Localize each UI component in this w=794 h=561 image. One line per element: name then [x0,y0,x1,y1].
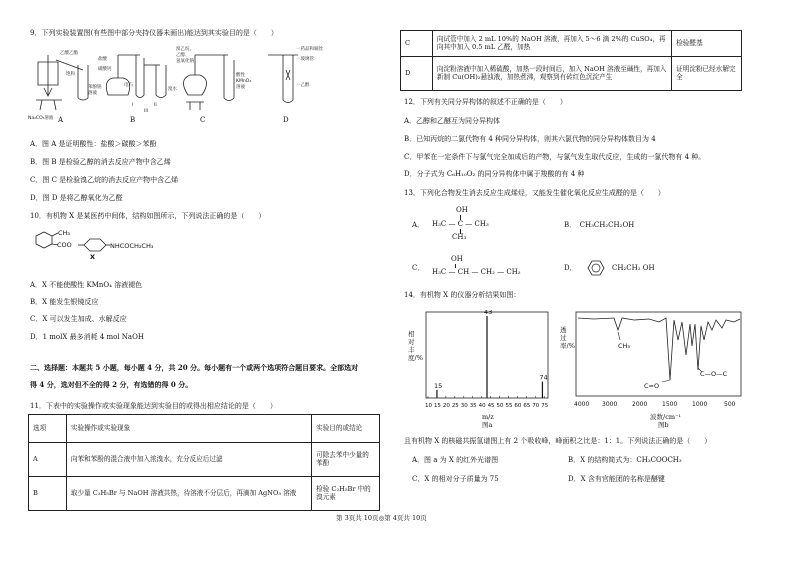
ms-tick-label: 55 [505,403,513,409]
q11-table-right [400,30,742,91]
ms-peak-label: 15 [433,381,443,390]
ms-ylabel: 相对丰度/% [408,330,423,363]
q9-label-c5: KMnO₄ [236,79,252,84]
q9-label-b6: 碳酸钙 [98,67,112,72]
ir-tick: 2000 [632,401,648,408]
q13-a-chain: H₃C — C — CH₃ [432,220,489,228]
q14-stem: 14．有机物 X 的仪器分析结果如图： [404,291,521,299]
q9-label-d1: 一药品和铜丝 [296,47,323,52]
ms-tick-label: 75 [541,403,549,409]
ms-tick-label: 30 [460,403,468,409]
q11-row-a-conclusion: 可除去苯中少量的苯酚 [312,443,380,477]
q9-label-b2: 溴水 [168,87,177,92]
q11-row-a-key: A [29,443,67,477]
q10-struct-coo: COO [57,241,72,249]
q11-header-option: 选项 [29,415,67,443]
q13-option-d-label: D． [564,264,577,272]
q14-option-a: A．图 a 为 X 的红外光谱图 [412,456,499,464]
q12-stem: 12．下列有关同分异构体的叙述不正确的是（ ） [404,98,567,106]
q11-row-c-conclusion: 检验醛基 [672,31,742,57]
ir-tick: 3000 [602,401,618,408]
section2-heading-cont: 得 4 分，选对但不全的得 2 分，有选错的得 0 分。 [30,380,193,389]
table-row [29,477,380,511]
q9-label-c2: 乙醇、 [176,53,190,58]
ms-tick-label: 20 [442,403,450,409]
ms-tick-label: 60 [514,403,522,409]
ir-xlabel: 波数/cm⁻¹ [650,413,682,421]
q9-label-iii: III [144,109,148,114]
q10-struct-ch3: CH₃ [58,229,71,237]
ms-tick-label: 50 [496,403,504,409]
q9-label-c6: 溶液 [236,85,245,90]
q9-option-b: B．图 B 是检验乙醇的消去反应产物中含乙烯 [30,158,171,166]
ms-tick-label: 45 [487,403,495,409]
q11-row-a-operation: 向苯和苯酚的混合液中加入浓溴水，充分反应后过滤 [66,443,311,477]
q9-apparatus-figure [28,40,348,120]
q14-note: 且有机物 X 的核磁共振氢谱图上有 2 个吸收峰，峰面积之比是：1：1。下列说法正确的是（ ） [404,437,712,445]
q13-stem: 13．下列化合物发生消去反应生成烯烃，又能发生催化氧化反应生成醛的是（ ） [404,189,665,197]
mass-spectrum-chart [424,310,552,430]
ir-spectrum-chart [574,310,744,414]
q9-label-b4: 溶液 [88,91,97,96]
ir-tick: 500 [724,401,736,408]
q13-option-c-label: C． [412,264,425,272]
q11-stem: 11．下表中的实验操作或实验现象能达到实验目的或得出相应结论的是（ ） [30,402,277,410]
q13-c-oh: OH [451,255,463,263]
ir-annotation-coc: C—O—C [700,370,728,378]
q10-struct-x: X [90,253,96,260]
q9-label-d2: 一玻璃管 [296,57,314,62]
ir-tick: 1500 [662,401,678,408]
ms-chart-frame [404,310,552,430]
q9-option-c: C．图 C 是检验溴乙烷的消去反应产物中含乙烯 [30,176,179,184]
q9-label-ii: II [154,103,157,108]
page-footer: 第 3页共 10页◎第 4页共 10页 [336,514,427,522]
q10-struct-tail: NHCOCH₂CH₃ [110,242,154,250]
q14-option-b: B．X 的结构简式为：CH₃COOCH₃ [568,456,682,464]
q9-option-d: D．图 D 是将乙醇氧化为乙醛 [30,194,123,202]
q9-caption-b: B [130,116,136,124]
ms-tick-label: 35 [469,403,477,409]
q11-row-b-key: B [29,477,67,511]
ir-pointer-co [662,380,670,382]
ms-peak-label: 43 [484,310,493,316]
ir-annotation-co: C=O [644,382,660,390]
q12-option-c: C．甲苯在一定条件下与氯气完全加成后的产物，与氯气发生取代反应，生成的一氯代物有 4 种。 [404,153,706,161]
q13-option-b: B． CH₃CH₂CH₂OH [564,221,635,229]
q9-label-b5: 盐酸 [98,57,107,62]
q11-header-conclusion: 实验目的或结论 [312,415,380,443]
q11-row-d-operation: 向淀粉溶液中加入稀硫酸，加热一段时间后，加入 NaOH 溶液至碱性，再加入新制 Cu(OH)₂悬浊液，加热煮沸，观察到有砖红色沉淀产生 [432,57,671,91]
q10-option-b: B．X 能发生银镜反应 [30,298,99,306]
q11-table-header [29,415,380,443]
q11-row-b-conclusion: 检验 C₂H₅Br 中的溴元素 [312,477,380,511]
q9-label-a3: Na₂CO₃溶液 [28,116,54,120]
q10-structure [30,226,180,260]
table-row [401,31,742,57]
q9-label-b1: 电石 [124,83,133,88]
ir-tick: 1000 [692,401,708,408]
q10-option-d: D．1 molX 最多消耗 4 mol NaOH [30,333,144,341]
q9-option-a: A．图 A 是证明酸性：盐酸＞碳酸＞苯酚 [30,140,157,148]
q14-option-d: D．X 含有官能团的名称是醚键 [568,475,665,483]
q9-stem: 9．下列实验装置图(有些图中部分夹持仪器未画出)能达到其实验目的是（ ） [30,29,278,37]
q10-option-a: A．X 不能使酸性 KMnO₄ 溶液褪色 [30,281,143,289]
q13-d-benzene [584,258,608,278]
ir-tick: 4000 [574,401,590,408]
ir-caption: 图b [658,421,669,429]
ms-tick-label: 25 [451,403,459,409]
q11-header-operation: 实验操作或实验现象 [66,415,311,443]
q10-option-c: C．X 可以发生加成、水解反应 [30,315,127,323]
q13-c-chain: H₃C — CH — CH₂ — CH₃ [432,268,521,276]
q9-label-i: I [132,103,134,108]
q11-row-d-key: D [401,57,433,91]
q11-row-c-key: C [401,31,433,57]
ms-peak-label: 74 [539,373,548,382]
ms-tick-label: 10 [425,403,432,409]
q12-option-b: B．已知丙烷的二氯代物有 4 种同分异构体，则其六氯代物的同分异构体数目为 4 [404,135,656,143]
q13-a-ch3: CH₃ [452,233,467,241]
q9-label-a2: 饱和 [66,72,75,77]
q13-option-a-label: A． [412,221,425,229]
ms-xlabel: m/z [482,413,494,421]
q12-option-d: D．分子式为 C₆H₁₀O₂ 的同分异构体中属于羧酸的有 4 种 [404,170,585,178]
q11-row-c-operation: 向试管中加入 2 mL 10%的 NaOH 溶液，再加入 5～6 滴 2%的 CuSO₄，再向其中加入 0.5 mL 乙醛，加热 [432,31,671,57]
ms-tick-label: 70 [532,403,540,409]
q14-option-c: C．X 的相对分子质量为 75 [412,475,499,483]
q9-label-a1: 乙酸乙酯 [60,51,78,56]
q9-label-b3: 苯酚钠 [88,85,102,90]
q13-d-tail: CH₂CH₂ OH [612,264,655,272]
table-row [401,57,742,91]
q11-row-b-operation: 取少量 C₂H₅Br 与 NaOH 溶液共热，待溶液不分层后，再滴加 AgNO₃ 溶液 [66,477,311,511]
q9-caption-a: A [58,116,64,124]
q11-table-left [28,414,380,511]
q13-a-oh: OH [456,206,468,214]
q11-row-d-conclusion: 证明淀粉已经水解完全 [672,57,742,91]
ms-tick-label: 40 [478,403,486,409]
ir-chart-frame [560,310,745,430]
q9-caption-d: D [283,116,289,124]
q9-label-c3: 氢氧化钠 [176,59,194,64]
table-row [29,443,380,477]
q10-stem: 10．有机物 X 是某医药中间体，结构如图所示，下列说法正确的是（ ） [30,212,266,220]
ms-caption: 图a [482,421,493,429]
q9-caption-c: C [200,116,206,124]
ir-annotation-ch3: CH₃ [618,342,631,350]
q9-label-c4: 酸性 [236,73,245,78]
ir-pointer-ch3 [618,332,620,340]
ir-ylabel: 透过率/% [560,326,575,351]
section2-heading: 二、选择题：本题共 5 小题，每小题 4 分，共 20 分。每小题有一个或两个选项符合题目要求。全部选对 [30,363,359,372]
ms-tick-label: 65 [523,403,531,409]
q12-option-a: A．乙醇和乙醚互为同分异构体 [404,117,501,125]
ms-tick-label: 15 [433,403,441,409]
q9-label-d3: 一乙醇 [296,83,310,88]
q9-label-c1: 溴乙烷、 [176,47,194,52]
